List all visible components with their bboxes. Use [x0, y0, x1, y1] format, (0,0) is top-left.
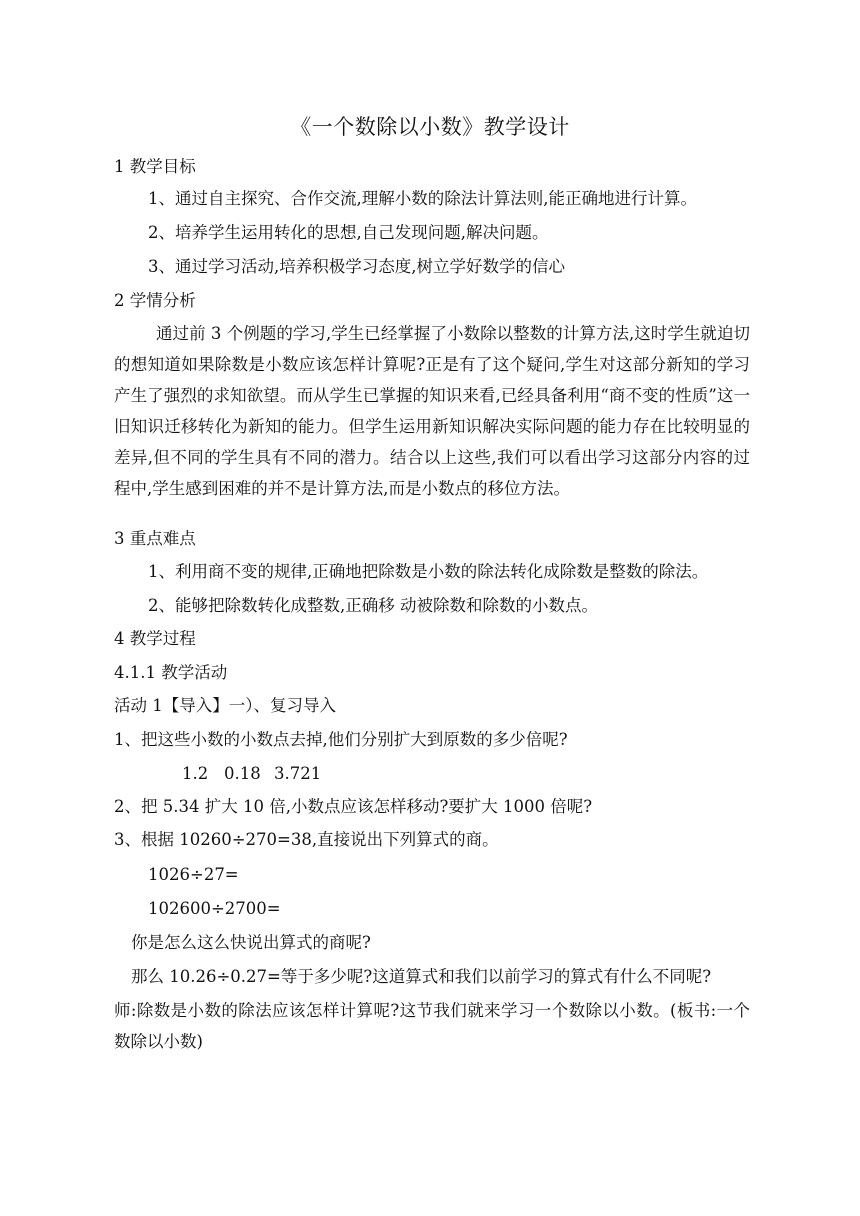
document-title: 《一个数除以小数》教学设计: [290, 115, 570, 139]
section-heading-objectives: 1 教学目标: [114, 157, 196, 176]
section-heading-analysis: 2 学情分析: [114, 291, 196, 310]
objective-item-1: 1、通过自主探究、合作交流,理解小数的除法计算法则,能正确地进行计算。: [148, 189, 697, 208]
objective-item-2: 2、培养学生运用转化的思想,自己发现问题,解决问题。: [148, 223, 549, 242]
objective-item-3: 3、通过学习活动,培养积极学习态度,树立学好数学的信心: [148, 257, 565, 276]
question-1: 1、把这些小数的小数点去掉,他们分别扩大到原数的多少倍呢?: [114, 730, 568, 749]
decimal-number: 3.721: [274, 764, 322, 783]
decimal-number: 0.18: [224, 764, 261, 783]
key-point-item-1: 1、利用商不变的规律,正确地把除数是小数的除法转化成除数是整数的除法。: [148, 562, 709, 581]
decimal-number: 1.2: [182, 764, 209, 783]
subheading-activities: 4.1.1 教学活动: [114, 663, 228, 682]
section-heading-process: 4 教学过程: [114, 629, 196, 648]
prompt-question-2: 那么 10.26÷0.27=等于多少呢?这道算式和我们以前学习的算式有什么不同呢?: [131, 967, 712, 986]
analysis-paragraph: 通过前 3 个例题的学习,学生已经掌握了小数除以整数的计算方法,这时学生就迫切的想知道如果除数是小数应该怎样计算呢?正是有了这个疑问,学生对这部分新知的学习产生了强烈的求知欲望。而从学生已掌握的知识来看,已经具备利用“商不变的性质”这一旧知识迁移转化为新知的能力。但学生运用新知识解决实际问题的能力存在比较明显的差异,但不同的学生具有不同的潜力。结合以上这些,我们可以看出学习这部分内容的过程中,学生感到困难的并不是计算方法,而是小数点的移位方法。: [114, 324, 750, 498]
prompt-question-1: 你是怎么这么快说出算式的商呢?: [131, 933, 371, 952]
expression-2: 102600÷2700=: [148, 899, 281, 918]
key-point-item-2: 2、能够把除数转化成整数,正确移 动被除数和除数的小数点。: [148, 596, 598, 615]
expression-1: 1026÷27=: [148, 865, 239, 884]
question-2: 2、把 5.34 扩大 10 倍,小数点应该怎样移动?要扩大 1000 倍呢?: [114, 797, 593, 816]
section-heading-key-points: 3 重点难点: [114, 529, 196, 548]
question-3: 3、根据 10260÷270=38,直接说出下列算式的商。: [114, 830, 499, 849]
activity-title: 活动 1【导入】一）、复习导入: [114, 696, 336, 715]
teacher-remark: 师:除数是小数的除法应该怎样计算呢?这节我们就来学习一个数除以小数。(板书:一个数除以小数): [114, 1001, 750, 1051]
